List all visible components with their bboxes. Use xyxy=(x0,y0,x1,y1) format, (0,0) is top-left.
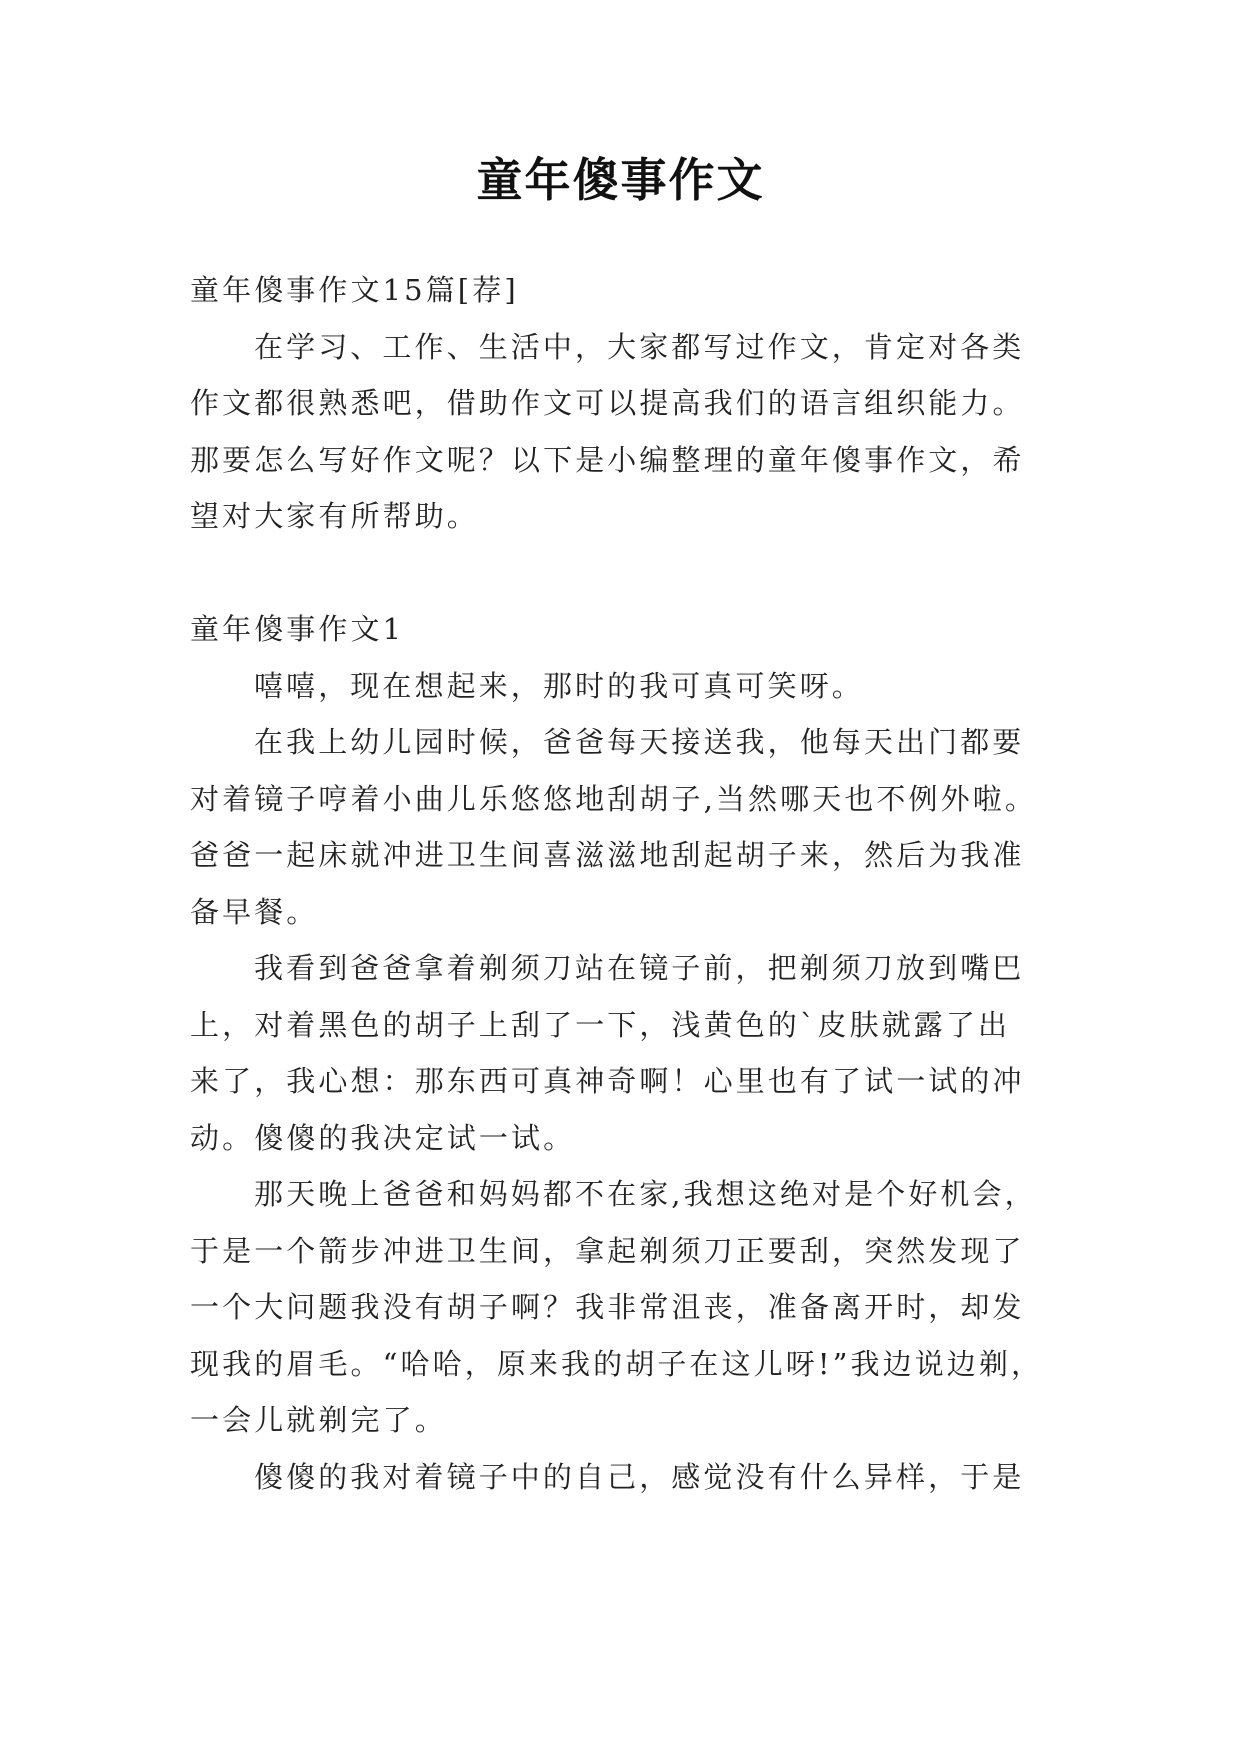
intro-line: 望对大家有所帮助。 xyxy=(190,499,479,533)
collection-heading: 童年傻事作文15篇[荐] xyxy=(190,273,519,307)
essay-line: 爸爸一起床就冲进卫生间喜滋滋地刮起胡子来，然后为我准 xyxy=(190,838,1025,872)
essay-line: 现我的眉毛。“哈哈，原来我的胡子在这儿呀!”我边说边剃， xyxy=(190,1346,1044,1381)
essay-line: 傻傻的我对着镜子中的自己，感觉没有什么异样，于是 xyxy=(254,1459,1025,1494)
essay-line: 来了，我心想：那东西可真神奇啊！心里也有了试一试的冲 xyxy=(190,1064,1025,1098)
essay-line: 上，对着黑色的胡子上刮了一下，浅黄色的`皮肤就露了出 xyxy=(190,1007,1011,1042)
essay-heading: 童年傻事作文1 xyxy=(190,612,405,646)
document-body xyxy=(190,262,1062,1505)
essay-line: 嘻嘻，现在想起来，那时的我可真可笑呀。 xyxy=(254,668,864,703)
essay-line: 备早餐。 xyxy=(190,894,319,929)
essay-line: 我看到爸爸拿着剃须刀站在镜子前，把剃须刀放到嘴巴 xyxy=(254,951,1025,985)
essay-line: 在我上幼儿园时候，爸爸每天接送我，他每天出门都要 xyxy=(254,725,1025,759)
essay-line: 动。傻傻的我决定试一试。 xyxy=(190,1120,576,1155)
essay-line: 一会儿就剃完了。 xyxy=(190,1403,447,1437)
intro-line: 作文都很熟悉吧，借助作文可以提高我们的语言组织能力。 xyxy=(190,386,1025,420)
essay-line: 于是一个箭步冲进卫生间，拿起剃须刀正要刮，突然发现了 xyxy=(190,1233,1025,1268)
paragraph-gap xyxy=(190,545,1062,602)
essay-line: 一个大问题我没有胡子啊？我非常沮丧，准备离开时，却发 xyxy=(190,1290,1025,1324)
intro-line: 在学习、工作、生活中，大家都写过作文，肯定对各类 xyxy=(254,329,1025,364)
essay-line: 对着镜子哼着小曲儿乐悠悠地刮胡子,当然哪天也不例外啦。 xyxy=(190,781,1037,816)
intro-line: 那要怎么写好作文呢？以下是小编整理的童年傻事作文，希 xyxy=(190,442,1025,477)
document-title: 童年傻事作文 xyxy=(476,153,765,207)
essay-line: 那天晚上爸爸和妈妈都不在家,我想这绝对是个好机会， xyxy=(254,1177,1037,1211)
